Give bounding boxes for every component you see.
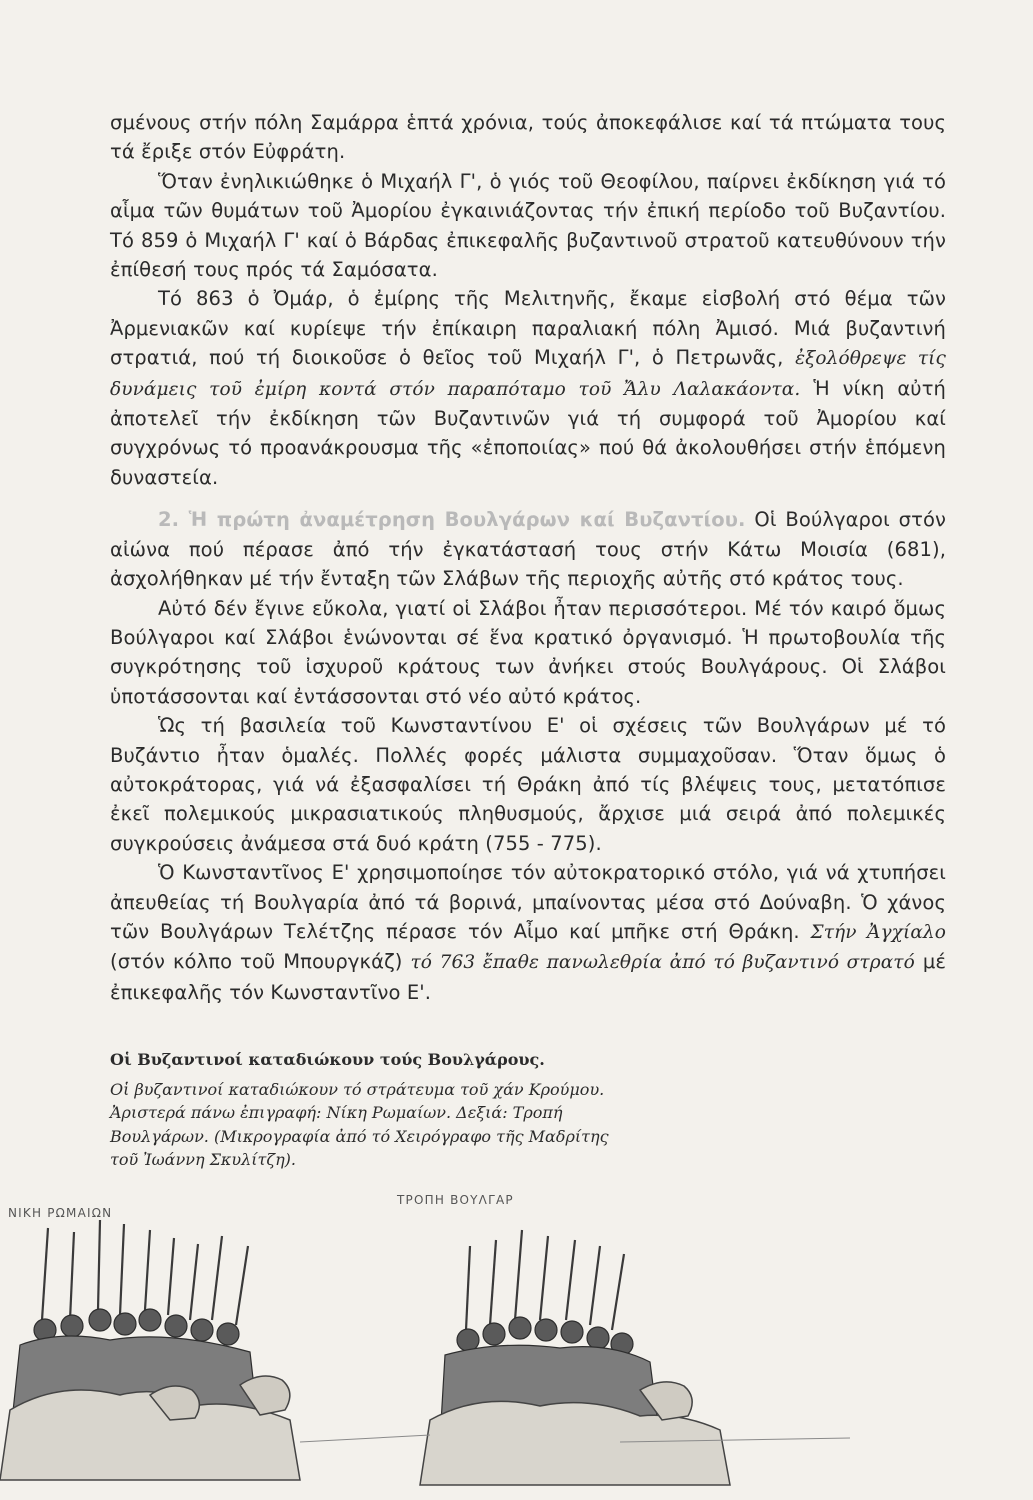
p3-italic: ἐξολόθρεψε τίς δυνάμεις τοῦ ἐμίρη κοντά στόν παραπόταμο τοῦ Ἄλυ Λαλακάοντα. — [110, 348, 946, 400]
paragraph-7 — [110, 858, 946, 1007]
p4-text: Οἱ Βούλγαροι στόν αἰώνα πού πέρασε ἀπό τήν ἐγκατάστασή τους στήν Κάτω Μοισία (681), ἀσχολήθηκαν μέ τήν ἔνταξη τῶν Σλάβων τῆς περιοχῆς αὐτῆς στό κράτος τους. — [110, 508, 946, 591]
miniature-illustration — [0, 1180, 1033, 1500]
caption-text: Οἱ βυζαντινοί καταδιώκουν τό στράτευμα τοῦ χάν Κρούμου. Ἀριστερά πάνω ἐπιγραφή: Νίκη Ρωμαίων. Δεξιά: Τροπή Βουλγάρων. (Μικρογραφία ἀπό τό Χειρόγραφο τῆς Μαδρίτης τοῦ Ἰωάννη Σκυλίτζη). — [110, 1079, 609, 1169]
spears-left — [42, 1220, 248, 1325]
p3-text-a: Τό 863 ὁ Ὀμάρ, ὁ ἐμίρης τῆς Μελιτηνῆς, ἔκαμε εἰσβολή στό θέμα τῶν Ἀρμενιακῶν καί κυρίεψε τήν ἐπίκαιρη παραλιακή πόλη Ἀμισό. Μιά βυζαντινή στρατιά, πού τή διοικοῦσε ὁ θεῖος τοῦ Μιχαήλ Γ', ὁ Πετρωνᾶς, — [110, 287, 946, 370]
figure-caption — [110, 1048, 630, 1172]
p7-text-c: μέ ἐπικεφαλῆς τόν Κωνσταντῖνο Ε'. — [110, 950, 946, 1004]
paragraph-1: σμένους στήν πόλη Σαμάρρα ἑπτά χρόνια, τούς ἀποκεφάλισε καί τά πτώματα τους τά ἔριξε στόν Εὐφράτη. — [110, 111, 946, 164]
paragraph-3 — [110, 284, 946, 492]
paragraph-6: Ὡς τή βασιλεία τοῦ Κωνσταντίνου Ε' οἱ σχέσεις τῶν Βουλγάρων μέ τό Βυζάντιο ἦταν ὁμαλές. Πολλές φορές μάλιστα συμμαχοῦσαν. Ὅταν ὅμως ὁ αὐτοκράτορας, γιά νά ἐξασφαλίσει τή Θράκη ἀπό τίς βλέψεις τους, μετατόπισε ἐκεῖ πολεμικούς μικρασιατικούς πληθυσμούς, ἄρχισε μιά σειρά ἀπό πολεμικές συγκρούσεις ἀνάμεσα στά δυό κράτη (755 - 775). — [110, 714, 946, 855]
paragraph-2: Ὅταν ἐνηλικιώθηκε ὁ Μιχαήλ Γ', ὁ γιός τοῦ Θεοφίλου, παίρνει ἐκδίκηση γιά τό αἷμα τῶν θυμάτων τοῦ Ἀμορίου ἐγκαινιάζοντας τήν ἐπική περίοδο τοῦ Βυζαντίου. Τό 859 ὁ Μιχαήλ Γ' καί ὁ Βάρδας ἐπικεφαλῆς βυζαντινοῦ στρατοῦ κατευθύνουν τήν ἐπίθεσή τους πρός τά Σαμόσατα. — [110, 169, 946, 282]
main-text — [110, 108, 946, 1007]
section-heading: 2. Ἡ πρώτη ἀναμέτρηση Βουλγάρων καί Βυζαντίου. — [158, 508, 746, 532]
illustration-label-right: ΤΡΟΠΗ ΒΟΥΛΓΑΡ — [397, 1193, 514, 1207]
p7-italic-1: Στήν Ἀγχίαλο — [810, 921, 946, 943]
caption-title: Οἱ Βυζαντινοί καταδιώκουν τούς Βουλγάρους. — [110, 1050, 545, 1069]
p7-italic-2: τό 763 ἔπαθε πανωλεθρία ἀπό τό βυζαντινό στρατό — [410, 952, 915, 974]
p7-text-a: Ὁ Κωνσταντῖνος Ε' χρησιμοποίησε τόν αὐτοκρατορικό στόλο, γιά νά χτυπήσει ἀπευθείας τή Βουλγαρία ἀπό τά βορινά, μπαίνοντας μέσα στό Δούναβη. Ὁ χάνος τῶν Βουλγάρων Τελέτζης πέρασε τόν Αἶμο καί μπῆκε στή Θράκη. — [110, 861, 946, 943]
p3-text-b: Ἡ νίκη αὐτή ἀποτελεῖ τήν ἐκδίκηση τῶν Βυζαντινῶν γιά τή συμφορά τοῦ Ἀμορίου καί συγχρόνως τό προανάκρουσμα τῆς «ἐποποιίας» πού θά ἀκολουθήσει στήν ἑπόμενη δυναστεία. — [110, 376, 946, 489]
illustration-label-left: ΝΙΚΗ ΡΩΜΑΙΩΝ — [8, 1206, 113, 1220]
paragraph-4 — [110, 505, 946, 593]
p7-text-b: (στόν κόλπο τοῦ Μπουργκάζ) — [110, 950, 403, 974]
spears-right — [466, 1230, 624, 1330]
paragraph-5: Αὐτό δέν ἔγινε εὔκολα, γιατί οἱ Σλάβοι ἦταν περισσότεροι. Μέ τόν καιρό ὅμως Βούλγαροι καί Σλάβοι ἑνώνονται σέ ἕνα κρατικό ὀργανισμό. Ἡ πρωτοβουλία τῆς συγκρότησης τοῦ ἰσχυροῦ κράτους των ἀνήκει στούς Βουλγάρους. Οἱ Σλάβοι ὑποτάσσονται καί ἐντάσσονται στό νέο αὐτό κράτος. — [110, 596, 946, 708]
